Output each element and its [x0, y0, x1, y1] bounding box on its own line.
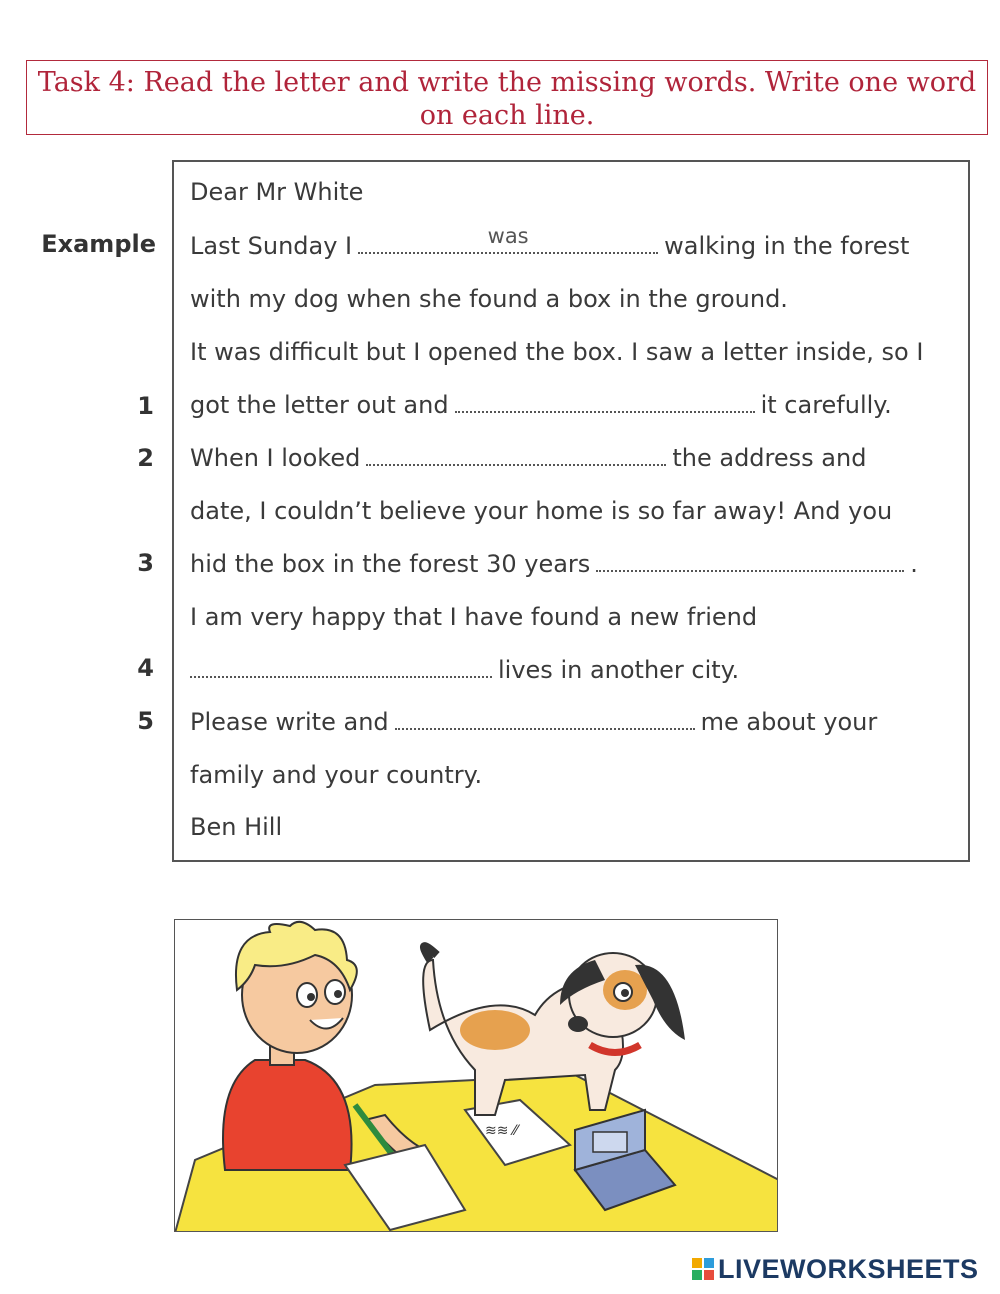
letter-greeting: Dear Mr White	[190, 178, 364, 206]
logo-square	[692, 1270, 702, 1280]
task-instructions	[26, 60, 988, 135]
question-3-text-before: hid the box in the forest 30 years	[190, 550, 591, 578]
dog-pupil	[621, 989, 629, 997]
illustration	[174, 919, 778, 1232]
letter-line: It was difficult but I opened the box. I saw a letter inside, so I	[190, 338, 924, 366]
question-1-line	[190, 391, 892, 419]
answer-blank-1[interactable]	[455, 391, 755, 413]
answer-blank-5[interactable]	[395, 708, 695, 730]
question-1-text-before: got the letter out and	[190, 391, 449, 419]
question-5-text-before: Please write and	[190, 708, 389, 736]
logo-square	[704, 1270, 714, 1280]
question-number-4: 4	[137, 654, 154, 682]
dog-nose	[568, 1016, 588, 1032]
liveworksheets-name: LIVEWORKSHEETS	[718, 1253, 979, 1284]
question-3-text-after: .	[910, 550, 918, 578]
letter-line: I am very happy that I have found a new friend	[190, 603, 758, 631]
example-answer-blank	[358, 224, 658, 254]
logo-square	[692, 1258, 702, 1268]
example-line	[190, 224, 910, 260]
example-label: Example	[41, 230, 156, 258]
letter-line: with my dog when she found a box in the ground.	[190, 285, 788, 313]
answer-blank-2[interactable]	[366, 444, 666, 466]
liveworksheets-icon	[692, 1258, 714, 1280]
answer-blank-3[interactable]	[596, 550, 904, 572]
question-3-line	[190, 550, 918, 578]
letter-line: family and your country.	[190, 761, 483, 789]
boy-red-shirt	[223, 1060, 352, 1170]
question-number-3: 3	[137, 549, 154, 577]
question-number-1: 1	[137, 392, 154, 420]
boy-pupil-right	[334, 990, 342, 998]
letter-signature: Ben Hill	[190, 813, 283, 841]
task-text: Task 4: Read the letter and write the missing words. Write one word on each line.	[37, 67, 977, 131]
example-answer: was	[487, 224, 529, 248]
letter-line: date, I couldn’t believe your home is so far away! And you	[190, 497, 893, 525]
question-4-line	[190, 656, 739, 684]
letter-marks: ≋≋ ⁄⁄	[485, 1123, 518, 1139]
question-number-2: 2	[137, 444, 154, 472]
dog-tail	[424, 946, 437, 960]
question-2-line	[190, 444, 866, 472]
answer-blank-4[interactable]	[190, 656, 492, 678]
question-1-text-after: it carefully.	[760, 391, 892, 419]
treasure-box-mirror	[593, 1132, 627, 1152]
example-text-after: walking in the forest	[664, 232, 910, 260]
example-text-before: Last Sunday I	[190, 232, 353, 260]
question-5-line	[190, 708, 877, 736]
question-5-text-after: me about your	[700, 708, 878, 736]
boy-pupil-left	[307, 993, 315, 1001]
logo-square	[704, 1258, 714, 1268]
liveworksheets-logo	[692, 1254, 979, 1284]
boy-and-dog-illustration	[175, 920, 778, 1232]
question-2-text-before: When I looked	[190, 444, 361, 472]
question-number-5: 5	[137, 707, 154, 735]
dog-spot	[460, 1010, 530, 1050]
question-4-text-after: lives in another city.	[498, 656, 740, 684]
question-2-text-after: the address and	[672, 444, 867, 472]
